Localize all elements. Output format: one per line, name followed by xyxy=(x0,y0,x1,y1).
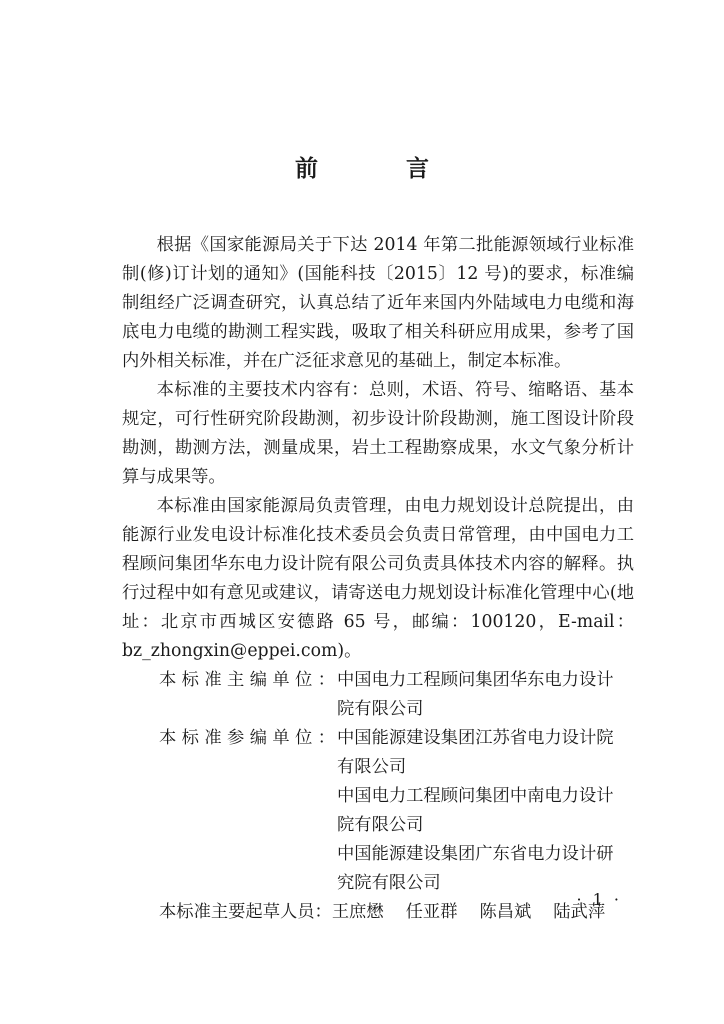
page-number: · 1 · xyxy=(576,890,622,909)
participant-line: 中国能源建设集团江苏省电力设计院 xyxy=(337,728,614,748)
preface-body xyxy=(122,231,634,927)
drafters-label: 本标准主要起草人员： xyxy=(159,902,332,922)
chief-editor-line: 中国电力工程顾问集团华东电力设计 xyxy=(337,670,614,690)
chief-editor-row xyxy=(122,666,634,695)
drafters-names: 王庶懋 任亚群 陈昌斌 陆武萍 xyxy=(331,902,606,922)
participants-row xyxy=(122,724,634,753)
participant-line: 究院有限公司 xyxy=(337,873,441,893)
page-title: 前 言 xyxy=(294,156,469,182)
drafters-row xyxy=(122,898,634,927)
participant-line: 中国能源建设集团广东省电力设计研 xyxy=(337,844,614,864)
paragraph-contents: 本标准的主要技术内容有：总则，术语、符号、缩略语、基本规定，可行性研究阶段勘测，初步设计阶段勘测，施工图设计阶段勘测，勘测方法，测量成果，岩土工程勘察成果，水文气象分析计算与成果等。 xyxy=(122,380,634,487)
chief-editor-label: 本标准主编单位： xyxy=(159,670,335,690)
participants-label: 本标准参编单位： xyxy=(159,728,335,748)
participant-line: 院有限公司 xyxy=(337,815,424,835)
paragraph-basis: 根据《国家能源局关于下达 2014 年第二批能源领域行业标准制(修)订计划的通知》(国能科技〔2015〕12 号)的要求，标准编制组经广泛调查研究，认真总结了近年来国内外陆域电力电缆和海底电力电缆的勘测工程实践，吸取了相关科研应用成果，参考了国内外相关标准，并在广泛征求意见的基础上，制定本标准。 xyxy=(122,235,634,371)
participant-line: 中国电力工程顾问集团中南电力设计 xyxy=(337,786,614,806)
chief-editor-line: 院有限公司 xyxy=(337,699,424,719)
paragraph-management: 本标准由国家能源局负责管理，由电力规划设计总院提出，由能源行业发电设计标准化技术委员会负责日常管理，由中国电力工程顾问集团华东电力设计院有限公司负责具体技术内容的解释。执行过程中如有意见或建议，请寄送电力规划设计标准化管理中心(地址：北京市西城区安德路 65 号，邮编：100120，E-mail：bz_zhongxin@eppei.com)。 xyxy=(122,496,634,661)
participant-line: 有限公司 xyxy=(337,757,407,777)
